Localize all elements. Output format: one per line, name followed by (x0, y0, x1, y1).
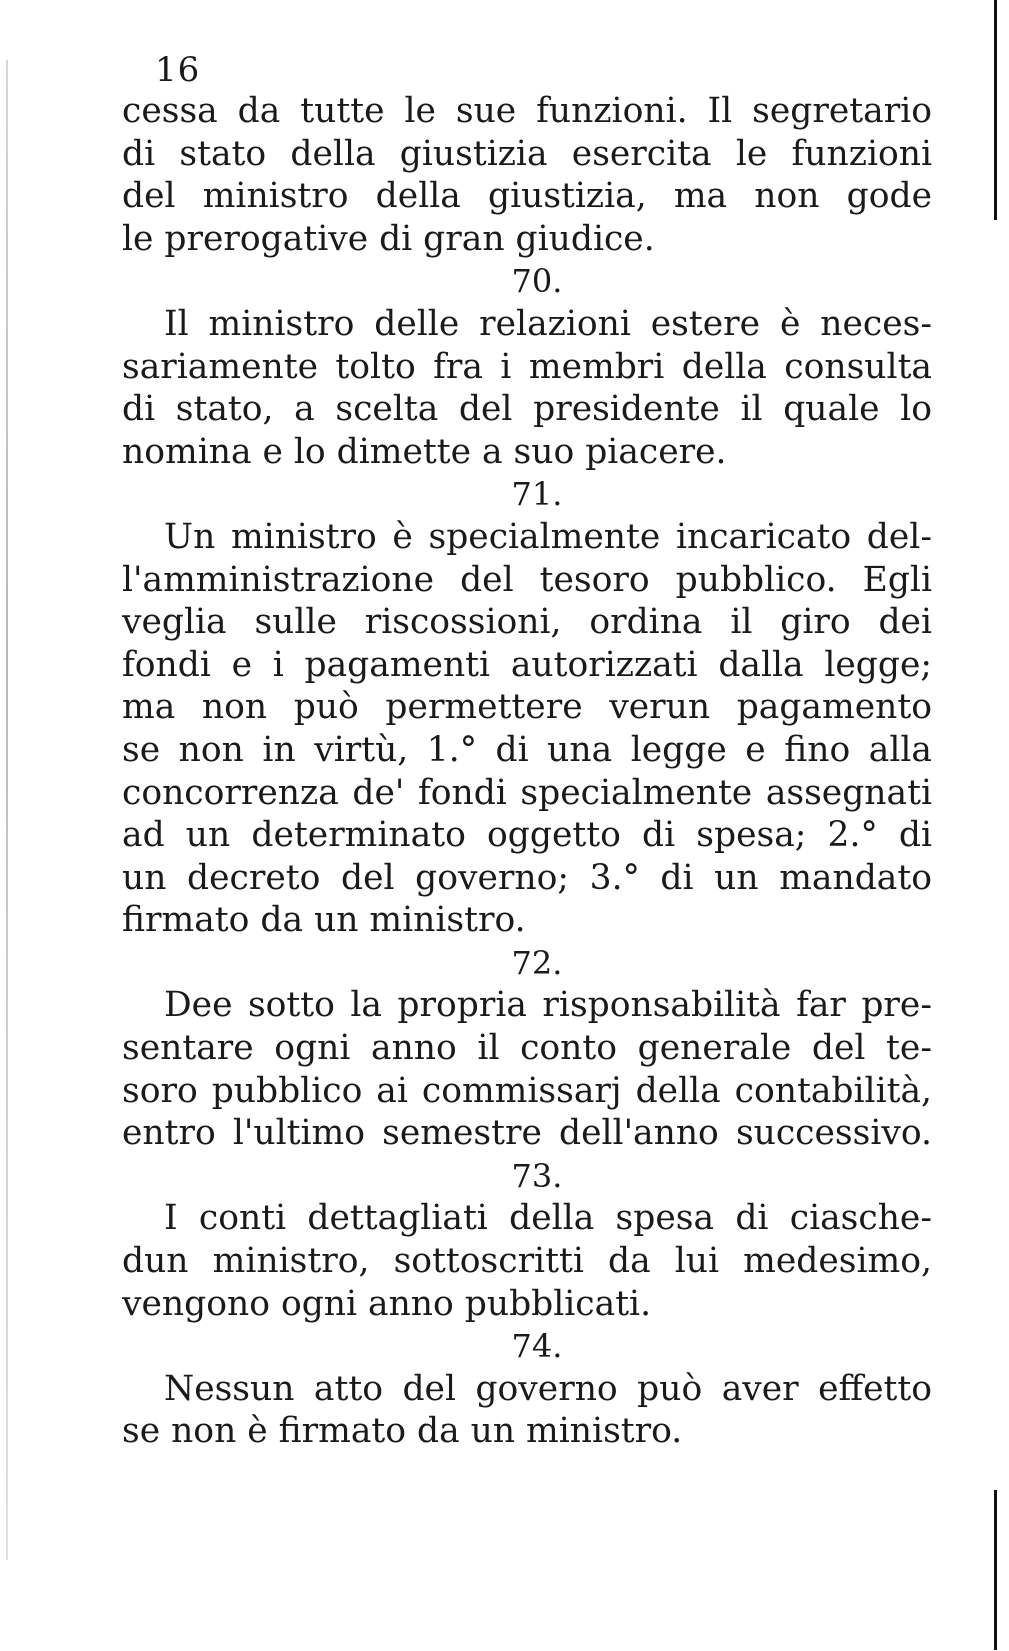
body-text (122, 90, 932, 1453)
text-line: sentare ogni anno il conto generale del te- (122, 1028, 932, 1069)
text-line: le prerogative di gran giudice. (122, 218, 655, 259)
text-line: un decreto del governo; 3.° di un mandato (122, 857, 932, 898)
text-line: di stato, a scelta del presidente il quale lo (122, 389, 932, 430)
article-number: 74. (511, 1327, 563, 1366)
text-line: vengono ogni anno pubblicati. (122, 1283, 652, 1324)
text-line: Dee sotto la propria risponsabilità far pre- (164, 985, 932, 1026)
page-number: 16 (155, 50, 201, 90)
text-line: concorrenza de' fondi specialmente assegnati (122, 772, 932, 813)
text-line: cessa da tutte le sue funzioni. Il segretario (122, 91, 932, 131)
article-72 (122, 942, 932, 1155)
text-line: se non è firmato da un ministro. (122, 1411, 683, 1452)
text-line: se non in virtù, 1.° di una legge e fino alla (122, 729, 932, 770)
text-line: fondi e i pagamenti autorizzati dalla legge; (122, 644, 932, 685)
article-74 (122, 1325, 932, 1453)
article-73 (122, 1155, 932, 1325)
article-number: 70. (511, 262, 563, 301)
text-line: Nessun atto del governo può aver effetto (164, 1368, 932, 1409)
text-line: Il ministro delle relazioni estere è neces- (164, 303, 932, 344)
page-edge-right-bottom (994, 1490, 997, 1650)
text-line: sariamente tolto fra i membri della consulta (122, 346, 932, 387)
text-line: nomina e lo dimette a suo piacere. (122, 431, 727, 472)
text-line: l'amministrazione del tesoro pubblico. Egli (122, 559, 932, 600)
text-line: dun ministro, sottoscritti da lui medesimo, (122, 1241, 932, 1282)
article-number: 72. (511, 943, 563, 982)
paragraph-continuation (122, 90, 932, 260)
text-line: ma non può permettere verun pagamento (122, 687, 932, 728)
article-70 (122, 260, 932, 473)
text-line: di stato della giustizia esercita le funzioni (122, 133, 932, 174)
page-edge-left (6, 60, 8, 1560)
article-number: 73. (511, 1156, 563, 1195)
text-line: Un ministro è specialmente incaricato del- (164, 516, 932, 557)
text-line: del ministro della giustizia, ma non gode (122, 176, 932, 217)
text-line: entro l'ultimo semestre dell'anno successivo. (122, 1113, 932, 1154)
text-line: I conti dettagliati della spesa di ciasche- (164, 1198, 932, 1239)
text-line: ad un determinato oggetto di spesa; 2.° di (122, 815, 932, 856)
article-71 (122, 473, 932, 942)
text-line: veglia sulle riscossioni, ordina il giro dei (122, 602, 932, 643)
text-line: firmato da un ministro. (122, 900, 526, 941)
text-line: soro pubblico ai commissarj della contabilità, (122, 1070, 932, 1111)
page-edge-right-top (994, 0, 997, 220)
article-number: 71. (511, 475, 563, 514)
